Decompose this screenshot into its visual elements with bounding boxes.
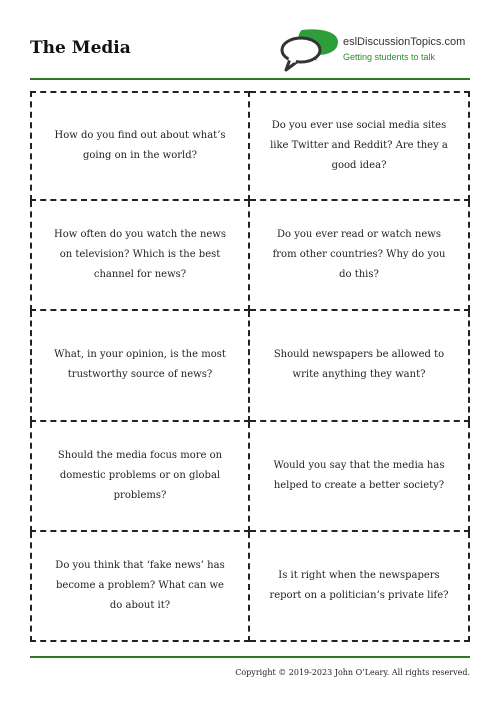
question-card: [250, 311, 470, 421]
question-card: [30, 532, 250, 642]
site-logo[interactable]: [280, 28, 480, 73]
question-text: Do you ever read or watch news from other countries? Why do you do this?: [272, 229, 446, 281]
footer-divider: [30, 656, 470, 658]
question-card: [30, 201, 250, 311]
question-text: What, in your opinion, is the most trustworthy source of news?: [54, 349, 226, 381]
question-card: [250, 201, 470, 311]
speech-bubbles-icon: [280, 28, 340, 73]
question-card: [250, 91, 470, 201]
question-cards-grid: [30, 91, 470, 642]
question-text: Do you ever use social media sites like Twitter and Reddit? Are they a good idea?: [270, 120, 448, 172]
question-card: [250, 532, 470, 642]
site-name: eslDiscussionTopics.com: [343, 36, 466, 48]
header-divider: [30, 78, 470, 80]
question-card: [30, 422, 250, 532]
question-text: Is it right when the newspapers report on a politician’s private life?: [269, 569, 449, 601]
question-text: Should the media focus more on domestic problems or on global problems?: [57, 449, 223, 501]
question-text: Should newspapers be allowed to write anything they want?: [273, 349, 445, 381]
site-tagline: Getting students to talk: [343, 52, 436, 62]
header: [0, 0, 500, 80]
question-card: [250, 422, 470, 532]
question-text: Do you think that ‘fake news’ has become a problem? What can we do about it?: [55, 559, 225, 611]
copyright-notice: Copyright © 2019-2023 John O’Leary. All rights reserved.: [235, 668, 470, 677]
question-text: How do you find out about what’s going on in the world?: [54, 130, 226, 162]
question-text: Would you say that the media has helped to create a better society?: [273, 459, 445, 491]
question-card: [30, 311, 250, 421]
question-text: How often do you watch the news on television? Which is the best channel for news?: [53, 229, 226, 281]
page-title: The Media: [30, 38, 131, 58]
question-card: [30, 91, 250, 201]
